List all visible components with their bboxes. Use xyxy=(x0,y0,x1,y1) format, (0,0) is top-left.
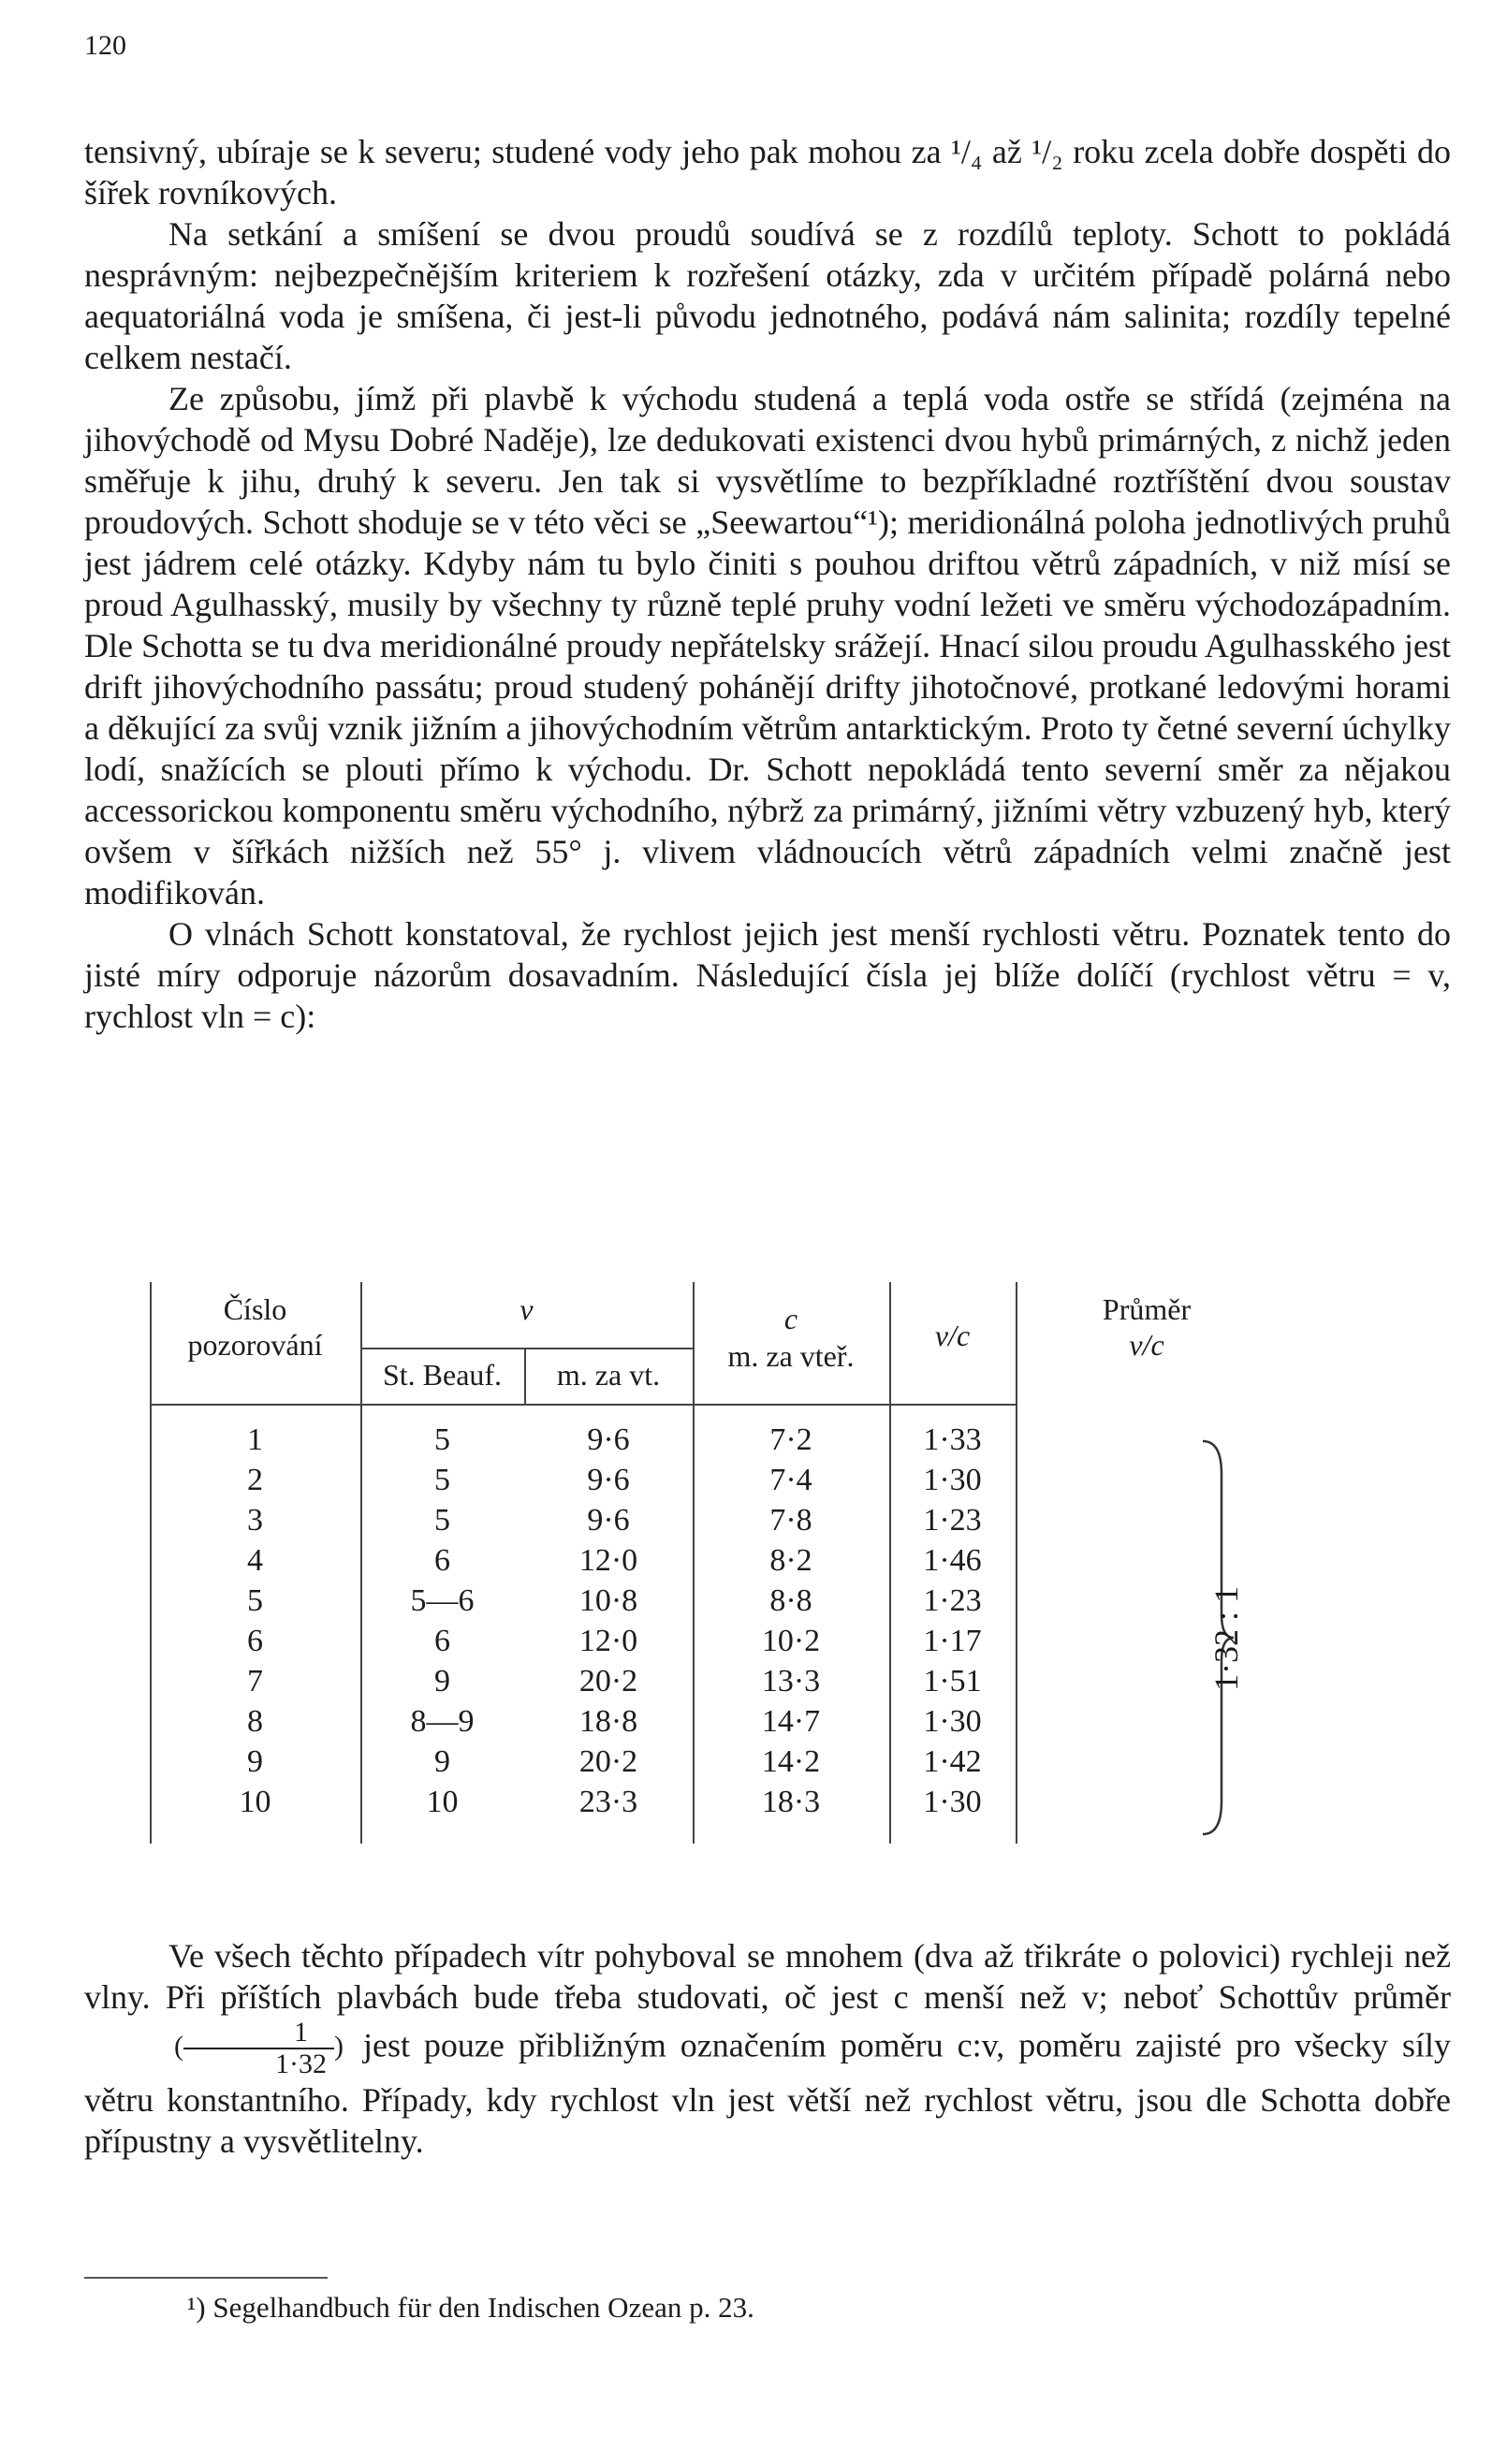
table-header-rule xyxy=(150,1404,1016,1406)
average-ratio: 1·32 : 1 xyxy=(1207,1586,1245,1691)
table-cell: 1·51 xyxy=(923,1664,982,1699)
table-cell: 20·2 xyxy=(578,1744,638,1779)
table-cell: 1·30 xyxy=(923,1785,982,1819)
paragraph-4: O vlnách Schott konstatoval, že rychlost jejich jest menší rychlosti větru. Poznatek tento do jisté míry odporuje názorům dosavadním. Následující čísla jej blíže dolíčí (rychlost větru = v, rychlost vln = c): xyxy=(84,915,1451,1035)
fraction-denominator: 1·32 xyxy=(275,2048,327,2079)
table-cell: 2 xyxy=(247,1463,263,1497)
closing-text-1: Ve všech těchto případech vítr pohyboval se mnohem (dva až třikráte o polovici) rychleji než vlny. Při příštích plavbách bude třeba studovati, oč jest c menší než v; neboť Schottův průměr xyxy=(84,1937,1451,2016)
table-cell: 1 xyxy=(247,1422,263,1457)
table-cell: 10·8 xyxy=(578,1583,638,1618)
paragraph-3: Ze způsobu, jímž při plavbě k východu studená a teplá voda ostře se střídá (zejména na jihovýchodě od Mysu Dobré Naděje), lze dedukovati existenci dvou hybů primárných, z nichž jeden směřuje k jihu, druhý k severu. Jen tak si vysvětlíme to bezpříkladné roztříštění dvou soustav proudových. Schott shoduje se v této věci se „Seewartou“¹); meridionálná poloha jednotlivých pruhů jest jádrem celé otázky. Kdyby nám tu bylo činiti s pouhou driftou větrů západních, v niž mísí se proud Agulhasský, musily by všechny ty různě teplé pruhy vodní ležeti ve směru východozápadním. Dle Schotta se tu dva meridionálné proudy nepřátelsky srážejí. Hnací silou proudu Agulhasského jest drift jihovýchodního passátu; proud studený pohánějí drifty jihotočnové, protkané ledovými horami a děkující za svůj vznik jižním a jihovýchodním větrům antarktickým. Proto ty četné severní úchylky lodí, snažících se plouti přímo k východu. Dr. Schott nepokládá tento severní směr za nějakou accessorickou komponentu směru východního, nýbrž za primárný, jižními větry vzbuzený hyb, který ovšem v šířkách nižších než 55° j. vlivem vládnoucích větrů západních velmi značně jest modifikován. xyxy=(84,380,1451,911)
fraction-numerator: 1 xyxy=(183,2018,334,2049)
table-cell: 5 xyxy=(247,1583,263,1618)
table-cell: 6 xyxy=(247,1624,263,1658)
table-cell: 8 xyxy=(247,1704,263,1739)
body-text xyxy=(84,131,1451,1037)
table-subheader-rule xyxy=(360,1348,693,1349)
header-m-za-vt: m. za vt. xyxy=(556,1358,661,1392)
header-pozorovani: pozorování xyxy=(187,1328,323,1362)
header-cislo: Číslo xyxy=(223,1292,287,1326)
header-v: v xyxy=(519,1292,534,1326)
table-cell: 6 xyxy=(434,1624,450,1658)
table-cell: 9·6 xyxy=(587,1503,630,1538)
header-prumer-vc: v/c xyxy=(1129,1328,1164,1362)
table-cell: 9 xyxy=(434,1744,450,1779)
table-cell: 9·6 xyxy=(587,1422,630,1457)
table-cell: 7·2 xyxy=(769,1422,812,1457)
table-cell: 5—6 xyxy=(410,1583,475,1618)
table-divider xyxy=(1016,1282,1017,1844)
table-cell: 20·2 xyxy=(578,1664,638,1699)
table-cell: 8·8 xyxy=(769,1583,812,1618)
table-cell: 9·6 xyxy=(587,1463,630,1497)
table-cell: 5 xyxy=(434,1463,450,1497)
data-table xyxy=(150,1282,1385,1853)
page-number: 120 xyxy=(84,30,126,61)
table-cell: 14·7 xyxy=(761,1704,821,1739)
table-cell: 1·30 xyxy=(923,1704,982,1739)
header-vc: v/c xyxy=(934,1319,971,1352)
table-cell: 7 xyxy=(247,1664,263,1699)
table-cell: 12·0 xyxy=(578,1543,638,1578)
table-cell: 10·2 xyxy=(761,1624,821,1658)
table-cell: 9 xyxy=(247,1744,263,1779)
closing-paragraph xyxy=(84,1935,1451,2162)
table-cell: 5 xyxy=(434,1503,450,1538)
table-cell: 5 xyxy=(434,1422,450,1457)
average-fraction: ( $\frac{1}{1\cdot 32}$ ) xyxy=(174,2017,344,2079)
header-c: c xyxy=(783,1302,798,1335)
table-cell: 8—9 xyxy=(410,1704,475,1739)
table-cell: 6 xyxy=(434,1543,450,1578)
paragraph-2: Na setkání a smíšení se dvou proudů soudívá se z rozdílů teploty. Schott to pokládá nesprávným: nejbezpečnějším kriteriem k rozřešení otázky, zda v určitém případě polárná nebo aequatoriálná voda je smíšena, či jest-li původu jednotného, podává nám salinita; rozdíly tepelné celkem nestačí. xyxy=(84,215,1451,376)
table-cell: 12·0 xyxy=(578,1624,638,1658)
table-cell: 4 xyxy=(247,1543,263,1578)
closing-text-2: jest pouze přibližným označením poměru c:v, poměru zajisté pro všecky síly větru konstantního. Případy, kdy rychlost vln jest větší než rychlost větru, jsou dle Schotta dobře přípustny a vysvětlitelny. xyxy=(84,2026,1451,2160)
table-cell: 1·23 xyxy=(923,1503,982,1538)
table-cell: 1·23 xyxy=(923,1583,982,1618)
header-prumer: Průměr xyxy=(1102,1292,1192,1326)
table-cell: 18·3 xyxy=(761,1785,821,1819)
table-cell: 3 xyxy=(247,1503,263,1538)
table-cell: 23·3 xyxy=(578,1785,638,1819)
table-cell: 1·42 xyxy=(923,1744,982,1779)
table-cell: 1·30 xyxy=(923,1463,982,1497)
table-cell: 10 xyxy=(426,1785,459,1819)
table-cell: 7·4 xyxy=(769,1463,812,1497)
footnote-rule xyxy=(84,2277,328,2279)
table-cell: 8·2 xyxy=(769,1543,812,1578)
table-cell: 10 xyxy=(239,1785,271,1819)
header-st-beauf: St. Beauf. xyxy=(382,1358,503,1392)
header-m-za-vter: m. za vteř. xyxy=(727,1339,855,1373)
table-cell: 18·8 xyxy=(578,1704,638,1739)
table-cell: 1·46 xyxy=(923,1543,982,1578)
table-cell: 1·17 xyxy=(923,1624,982,1658)
footnote: ¹) Segelhandbuch für den Indischen Ozean p. 23. xyxy=(187,2291,754,2324)
table-cell: 1·33 xyxy=(923,1422,982,1457)
table-cell: 14·2 xyxy=(761,1744,821,1779)
paragraph-1: tensivný, ubíraje se k severu; studené vody jeho pak mohou za ¹/₄ až ¹/₂ roku zcela dobře dospěti do šířek rovníkových. xyxy=(84,133,1451,211)
table-cell: 9 xyxy=(434,1664,450,1699)
table-cell: 7·8 xyxy=(769,1503,812,1538)
table-cell: 13·3 xyxy=(761,1664,821,1699)
